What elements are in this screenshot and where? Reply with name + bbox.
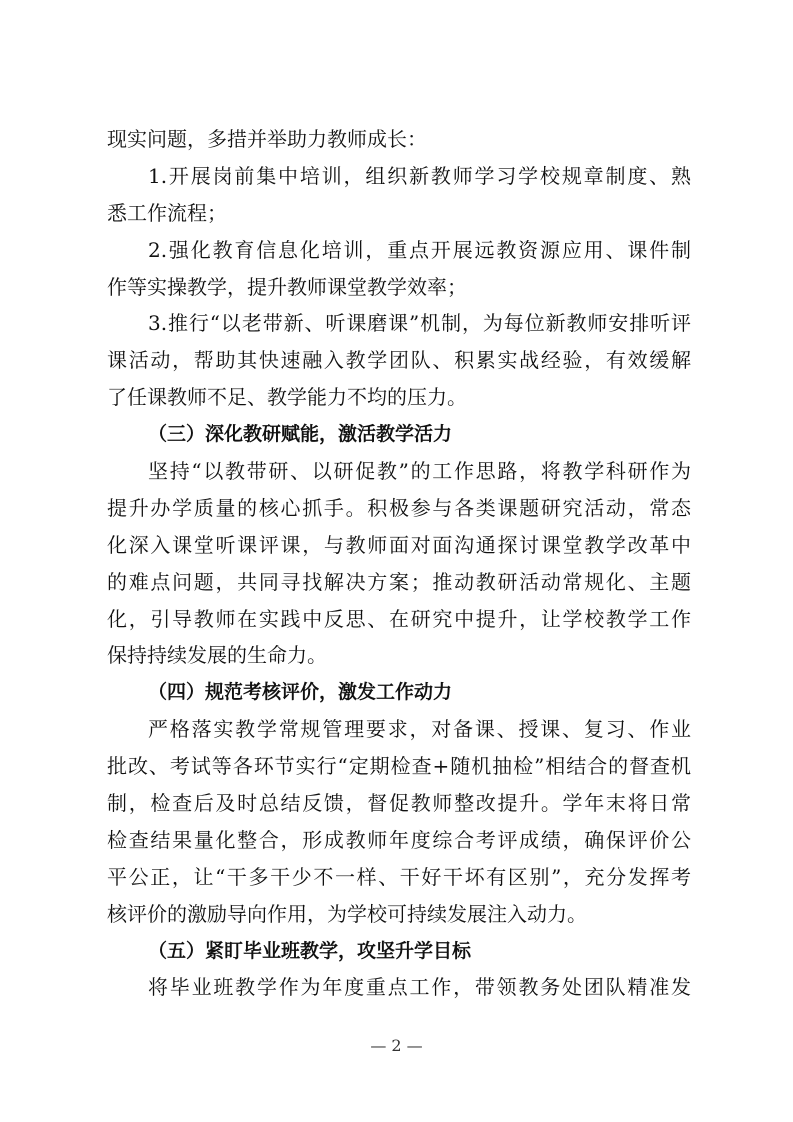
text-line: 将毕业班教学作为年度重点工作，带领教务处团队精准发 bbox=[148, 975, 691, 1000]
heading-text: （三）深化教研赋能，激活教学活力 bbox=[148, 423, 453, 446]
text-line: 平公正，让“干多干少不一样、干好干坏有区别”，充分发挥考 bbox=[107, 864, 691, 889]
paragraph bbox=[107, 232, 691, 306]
text-line: 制，检查后及时总结反馈，督促教师整改提升。学年末将日常 bbox=[107, 791, 691, 816]
section-heading bbox=[107, 933, 691, 970]
text-line: 现实问题，多措并举助力教师成长： bbox=[107, 127, 427, 151]
text-line: 3.推行“以老带新、听课磨课”机制，为每位新教师安排听评 bbox=[148, 311, 691, 336]
paragraph bbox=[107, 305, 691, 416]
text-line: 悉工作流程； bbox=[107, 200, 227, 225]
section-heading bbox=[107, 416, 691, 453]
section-heading bbox=[107, 674, 691, 711]
text-line: 保持持续发展的生命力。 bbox=[107, 643, 327, 668]
heading-text: （五）紧盯毕业班教学，攻坚升学目标 bbox=[148, 939, 472, 962]
text-line: 的难点问题，共同寻找解决方案；推动教研活动常规化、主题 bbox=[107, 569, 691, 594]
heading-text: （四）规范考核评价，激发工作动力 bbox=[148, 681, 453, 704]
text-line: 化，引导教师在实践中反思、在研究中提升，让学校教学工作 bbox=[107, 606, 691, 631]
text-line: 了任课教师不足、教学能力不均的压力。 bbox=[107, 385, 467, 410]
text-line: 严格落实教学常规管理要求，对备课、授课、复习、作业 bbox=[148, 717, 691, 742]
paragraph bbox=[107, 969, 691, 1006]
text-line: 提升办学质量的核心抓手。积极参与各类课题研究活动，常态 bbox=[107, 495, 691, 520]
text-line: 核评价的激励导向作用，为学校可持续发展注入动力。 bbox=[107, 901, 587, 926]
paragraph bbox=[107, 711, 691, 932]
page-number: — 2 — bbox=[370, 1036, 423, 1055]
text-line: 坚持“以教带研、以研促教”的工作思路，将教学科研作为 bbox=[148, 459, 691, 484]
text-line: 化深入课堂听课评课，与教师面对面沟通探讨课堂教学改革中 bbox=[107, 532, 691, 557]
text-line: 检查结果量化整合，形成教师年度综合考评成绩，确保评价公 bbox=[107, 827, 691, 852]
text-line: 课活动，帮助其快速融入教学团队、积累实战经验，有效缓解 bbox=[107, 348, 691, 373]
paragraph bbox=[107, 121, 691, 158]
paragraph bbox=[107, 158, 691, 232]
document-body bbox=[107, 121, 691, 1006]
paragraph bbox=[107, 453, 691, 674]
text-line: 1.开展岗前集中培训，组织新教师学习学校规章制度、熟 bbox=[148, 163, 691, 188]
text-line: 作等实操教学，提升教师课堂教学效率； bbox=[107, 274, 467, 299]
text-line: 2.强化教育信息化培训，重点开展远教资源应用、课件制 bbox=[148, 237, 691, 262]
text-line: 批改、考试等各环节实行“定期检查+随机抽检”相结合的督查机 bbox=[107, 754, 691, 779]
